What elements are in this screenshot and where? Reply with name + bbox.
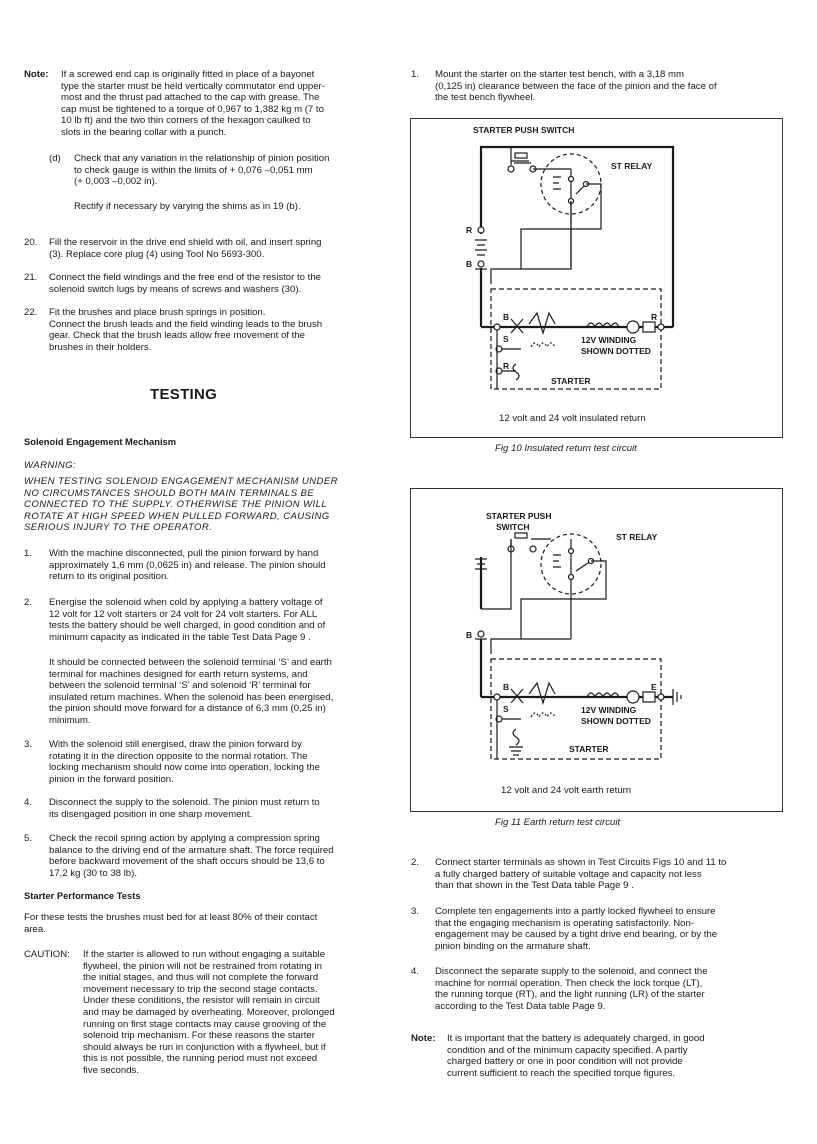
figure-11-earth-return-circuit <box>410 488 783 812</box>
inner-r-label: R <box>651 312 658 322</box>
solenoid-subheading: Solenoid Engagement Mechanism <box>24 436 177 447</box>
item-number: 2. <box>411 857 420 868</box>
item-text: Connect the field windings and the free end of the resistor to the solenoid switch lugs by means of screws and washers (30). <box>49 272 321 295</box>
performance-subheading: Starter Performance Tests <box>24 890 141 901</box>
inner-r2-label: R <box>503 361 510 371</box>
warning-label: WARNING: <box>24 460 77 471</box>
note-label: Note: <box>411 1033 436 1044</box>
test-number: 1. <box>24 548 33 559</box>
item-number: 21. <box>24 272 38 283</box>
item-text: Complete ten engagements into a partly locked flywheel to ensure that the engaging mechanism is operating satisfactorily. Non- engagement may be caused by a tight drive end bearing, or by the pinion binding on the armature shaft. <box>435 906 718 952</box>
terminal-b-label: B <box>466 630 473 640</box>
test-number: 3. <box>24 739 33 750</box>
item-text: Disconnect the separate supply to the solenoid, and connect the machine for normal operation. Then check the lock torque (LT), the running torque (RT), and the light running (LR) of the starter according to the Test Data table Page 9. <box>435 966 708 1012</box>
inner-b-label: B <box>503 682 510 692</box>
inner-s-label: S <box>503 334 509 344</box>
step-d-text: Check that any variation in the relationship of pinion position to check gauge is within the limits of + 0,076 –0,051 mm (+ 0,003 –0,002 in). <box>74 153 330 188</box>
test-text: With the solenoid still energised, draw the pinion forward by rotating it in the direction opposite to the normal rotation. The locking mechanism should now come into operation, locking the pinion in the forward position. <box>49 739 320 785</box>
item-text: Fill the reservoir in the drive end shield with oil, and insert spring (3). Replace core plug (4) using Tool No 5693-300. <box>49 237 322 260</box>
figure-inner-label: 12 volt and 24 volt earth return <box>501 785 632 796</box>
circuit-diagram <box>411 119 782 437</box>
item-number: 22. <box>24 307 38 318</box>
test-text: Energise the solenoid when cold by applying a battery voltage of 12 volt for 12 volt starters or 24 volt for 24 volt starters. For ALL tests the battery should be well charged, in good condition and of minimum capacity as indicated in the table Test Data Page 9 . <box>49 597 326 643</box>
winding-label-1: 12V WINDING <box>581 335 637 345</box>
note-text: It is important that the battery is adequately charged, in good condition and of the minimum capacity specified. A partly charged battery or one in poor condition will not provide current sufficient to reach the specified torque figures. <box>447 1033 705 1079</box>
step-d-rectify: Rectify if necessary by varying the shims as in 19 (b). <box>74 201 301 212</box>
performance-text: For these tests the brushes must bed for at least 80% of their contact area. <box>24 912 318 935</box>
winding-label-2: SHOWN DOTTED <box>581 346 651 356</box>
test-text: Check the recoil spring action by applying a compression spring balance to the driving end of the armature shaft. The force required before backward movement of the shaft occurs should be 13,6 to 17,2 kg (30 to 38 lb). <box>49 833 334 879</box>
step-d-label: (d) <box>49 153 61 164</box>
winding-label-1: 12V WINDING <box>581 705 637 715</box>
item-number: 4. <box>411 966 420 977</box>
terminal-r-label: R <box>466 225 473 235</box>
item-number: 20. <box>24 237 38 248</box>
switch-label-1: STARTER PUSH <box>486 511 552 521</box>
figure-inner-label: 12 volt and 24 volt insulated return <box>499 413 646 424</box>
item-text: Fit the brushes and place brush springs in position. Connect the brush leads and the field winding leads to the brush gear. Check that the brush leads allow free movement of the brushes in their holders. <box>49 307 323 353</box>
item-text: Mount the starter on the starter test bench, with a 3,18 mm (0,125 in) clearance between the face of the pinion and the face of the test bench flywheel. <box>435 69 717 104</box>
test-text: With the machine disconnected, pull the pinion forward by hand approximately 1,6 mm (0,0625 in) and release. The pinion should return to its original position. <box>49 548 326 583</box>
item-number: 1. <box>411 69 420 80</box>
winding-label-2: SHOWN DOTTED <box>581 716 651 726</box>
inner-b-label: B <box>503 312 510 322</box>
testing-heading: TESTING <box>150 386 218 403</box>
test-number: 2. <box>24 597 33 608</box>
test-text: Disconnect the supply to the solenoid. The pinion must return to its disengaged position in one sharp movement. <box>49 797 320 820</box>
relay-label: ST RELAY <box>611 161 653 171</box>
terminal-b-label: B <box>466 259 473 269</box>
inner-e-label: E <box>651 682 657 692</box>
starter-label: STARTER <box>551 376 591 386</box>
test-number: 4. <box>24 797 33 808</box>
test-text-extra: It should be connected between the solenoid terminal ‘S’ and earth terminal for machines designed for earth return systems, and between the solenoid terminal ‘S’ and solenoid ‘R’ terminal for insulated return machines. When the solenoid has been energised, the pinion should move forward for a distance of 6,3 mm (0,25 in) minimum. <box>49 657 334 726</box>
starter-label: STARTER <box>569 744 609 754</box>
item-text: Connect starter terminals as shown in Test Circuits Figs 10 and 11 to a fully charged battery of suitable voltage and capacity not less than that shown in the Test Data table Page 9 . <box>435 857 727 892</box>
figure-10-insulated-return-circuit <box>410 118 783 438</box>
figure-10-caption: Fig 10 Insulated return test circuit <box>495 443 637 454</box>
note-label: Note: <box>24 69 49 80</box>
switch-label-2: SWITCH <box>496 522 530 532</box>
figure-11-caption: Fig 11 Earth return test circuit <box>495 817 621 828</box>
note-text: If a screwed end cap is originally fitted in place of a bayonet type the starter must be held vertically commutator end upper- most and the thrust pad attached to the cap with grease. The cap must be tightened to a torque of 0,967 to 1,382 kg m (7 to 10 lb ft) and the two thin corners of the hexagon caulked to slots in the bearing collar with a punch. <box>61 69 325 138</box>
relay-label: ST RELAY <box>616 532 658 542</box>
inner-s-label: S <box>503 704 509 714</box>
warning-text: WHEN TESTING SOLENOID ENGAGEMENT MECHANISM UNDER NO CIRCUMSTANCES SHOULD BOTH MAIN TERMINALS BE CONNECTED TO THE SUPPLY. OTHERWISE THE PINION WILL ROTATE AT HIGH SPEED WHEN PULLED FORWARD, CAUSING SERIOUS INJURY TO THE OPERATOR. <box>24 476 338 534</box>
test-number: 5. <box>24 833 33 844</box>
caution-text: If the starter is allowed to run without engaging a suitable flywheel, the pinion will not be restrained from rotating in the initial stages, and thus will not complete the forward movement necessary to trip the second stage contacts. Under these conditions, the resistor will remain in circuit and may be damaged by overheating. Moreover, prolonged running on first stage contacts may cause grooving of the solenoid trip mechanism. For these reasons the starter should always be run in conjunction with a flywheel, but if this is not possible, the running period must not exceed five seconds. <box>83 949 335 1076</box>
switch-label: STARTER PUSH SWITCH <box>473 125 575 135</box>
caution-label: CAUTION: <box>24 949 70 960</box>
item-number: 3. <box>411 906 420 917</box>
circuit-diagram <box>411 489 782 811</box>
